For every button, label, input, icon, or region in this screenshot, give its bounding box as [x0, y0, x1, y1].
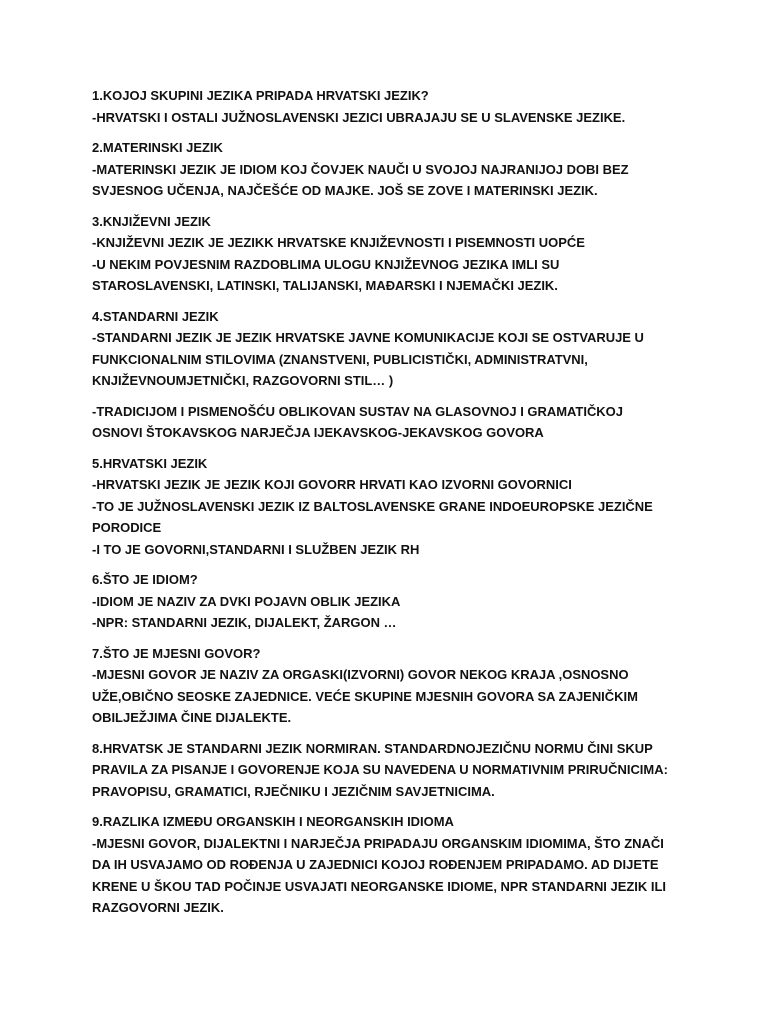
text-line: 3.KNJIŽEVNI JEZIK	[92, 213, 211, 229]
text-line: 6.ŠTO JE IDIOM?	[92, 572, 198, 587]
text-line: -MJESNI GOVOR JE NAZIV ZA ORGASKI(IZVORNI) GOVOR NEKOG KRAJA ,OSNOSNO	[92, 667, 629, 682]
text-line: 2.MATERINSKI JEZIK	[92, 140, 223, 155]
text-line: KNJIŽEVNOUMJETNIČKI, RAZGOVORNI STIL… )	[92, 373, 394, 388]
paragraph-2	[92, 137, 692, 202]
text-line: -HRVATSKI JEZIK JE JEZIK KOJI GOVORR HRVATI KAO IZVORNI GOVORNICI	[92, 477, 572, 492]
text-line: -U NEKIM POVJESNIM RAZDOBLIMA ULOGU KNJIŽEVNOG JEZIKA IMLI SU	[92, 256, 560, 272]
paragraph-6	[92, 453, 692, 561]
paragraph-3	[92, 211, 692, 297]
text-line: -MATERINSKI JEZIK JE IDIOM KOJ ČOVJEK NAUČI U SVOJOJ NAJRANIJOJ DOBI BEZ	[92, 161, 629, 177]
text-line: -KNJIŽEVNI JEZIK JE JEZIKK HRVATSKE KNJIŽEVNOSTI I PISEMNOSTI UOPĆE	[92, 235, 585, 250]
text-line: PRAVOPISU, GRAMATICI, RJEČNIKU I JEZIČNIM SAVJETNICIMA.	[92, 783, 495, 799]
paragraph-4	[92, 306, 692, 392]
text-line: -MJESNI GOVOR, DIJALEKTNI I NARJEČJA PRIPADAJU ORGANSKIM IDIOMIMA, ŠTO ZNAČI	[92, 835, 664, 851]
text-line: 4.STANDARNI JEZIK	[92, 308, 219, 324]
text-line: STAROSLAVENSKI, LATINSKI, TALIJANSKI, MAĐARSKI I NJEMAČKI JEZIK.	[92, 278, 558, 293]
text-line: SVJESNOG UČENJA, NAJČEŠĆE OD MAJKE. JOŠ SE ZOVE I MATERINSKI JEZIK.	[92, 183, 598, 198]
paragraph-1	[92, 85, 692, 128]
text-line: PORODICE	[92, 520, 162, 535]
text-line: DA IH USVAJAMO OD ROĐENJA U ZAJEDNICI KOJOJ ROĐENJEM PRIPADAMO. AD DIJETE	[92, 857, 659, 872]
text-line: 7.ŠTO JE MJESNI GOVOR?	[92, 645, 261, 661]
text-line: 9.RAZLIKA IZMEĐU ORGANSKIH I NEORGANSKIH IDIOMA	[92, 814, 454, 829]
text-line: -NPR: STANDARNI JEZIK, DIJALEKT, ŽARGON …	[92, 615, 397, 630]
text-line: -HRVATSKI I OSTALI JUŽNOSLAVENSKI JEZICI UBRAJAJU SE U SLAVENSKE JEZIKE.	[92, 109, 626, 125]
text-line: PRAVILA ZA PISANJE I GOVORENJE KOJA SU NAVEDENA U NORMATIVNIM PRIRUČNICIMA:	[92, 762, 668, 777]
text-line: -IDIOM JE NAZIV ZA DVKI POJAVN OBLIK JEZIKA	[92, 593, 401, 609]
text-line: 1.KOJOJ SKUPINI JEZIKA PRIPADA HRVATSKI JEZIK?	[92, 88, 429, 103]
text-line: OBILJEŽJIMA ČINE DIJALEKTE.	[92, 710, 292, 725]
text-line: 8.HRVATSK JE STANDARNI JEZIK NORMIRAN. STANDARDNOJEZIČNU NORMU ČINI SKUP	[92, 740, 653, 756]
text-line: -I TO JE GOVORNI,STANDARNI I SLUŽBEN JEZIK RH	[92, 541, 420, 557]
text-line: 5.HRVATSKI JEZIK	[92, 455, 208, 471]
text-line: KRENE U ŠKOU TAD POČINJE USVAJATI NEORGANSKE IDIOME, NPR STANDARNI JEZIK ILI	[92, 878, 666, 894]
text-line: UŽE,OBIČNO SEOSKE ZAJEDNICE. VEĆE SKUPINE MJESNIH GOVORA SA ZAJENIČKIM	[92, 688, 638, 704]
paragraph-9	[92, 738, 692, 803]
document-body	[92, 85, 692, 928]
paragraph-5	[92, 401, 692, 444]
text-line: -STANDARNI JEZIK JE JEZIK HRVATSKE JAVNE KOMUNIKACIJE KOJI SE OSTVARUJE U	[92, 330, 644, 345]
text-line: RAZGOVORNI JEZIK.	[92, 900, 224, 915]
text-line: FUNKCIONALNIM STILOVIMA (ZNANSTVENI, PUBLICISTIČKI, ADMINISTRATVNI,	[92, 351, 588, 367]
text-line: -TRADICIJOM I PISMENOŠĆU OBLIKOVAN SUSTAV NA GLASOVNOJ I GRAMATIČKOJ	[92, 403, 623, 419]
paragraph-7	[92, 569, 692, 634]
text-line: OSNOVI ŠTOKAVSKOG NARJEČJA IJEKAVSKOG-JEKAVSKOG GOVORA	[92, 425, 544, 440]
text-line: -TO JE JUŽNOSLAVENSKI JEZIK IZ BALTOSLAVENSKE GRANE INDOEUROPSKE JEZIČNE	[92, 498, 653, 514]
paragraph-8	[92, 643, 692, 729]
paragraph-10	[92, 811, 692, 919]
